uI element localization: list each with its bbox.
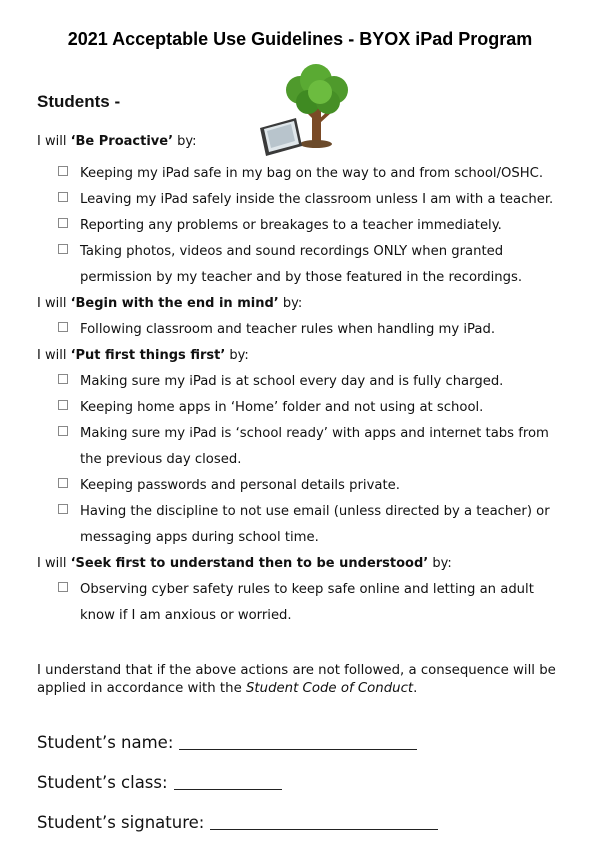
student-class-field [37, 773, 282, 792]
checkbox-bullet-icon [58, 504, 68, 514]
consequence-statement: I understand that if the above actions are not followed, a consequence will be applied in accordance with the Student Code of Conduct. [37, 663, 556, 696]
list-item: Making sure my iPad is at school every day and is fully charged. [58, 374, 578, 389]
student-name-blank[interactable] [179, 733, 417, 750]
habit-be-proactive: I will ‘Be Proactive’ by: [37, 134, 197, 149]
checkbox-bullet-icon [58, 322, 68, 332]
student-class-blank[interactable] [174, 773, 282, 790]
tree-and-ipad-illustration [258, 62, 358, 158]
student-name-field [37, 733, 417, 752]
checkbox-bullet-icon [58, 374, 68, 384]
habit-seek-first-to-understand: I will ‘Seek first to understand then to be understood’ by: [37, 556, 452, 571]
list-item: Leaving my iPad safely inside the classroom unless I am with a teacher. [58, 192, 578, 207]
section-heading: Students - [37, 92, 121, 111]
checkbox-bullet-icon [58, 166, 68, 176]
checkbox-bullet-icon [58, 400, 68, 410]
list-item: Keeping my iPad safe in my bag on the way to and from school/OSHC. [58, 166, 578, 181]
field-label: Student’s name: [37, 733, 174, 752]
student-signature-field [37, 813, 438, 832]
habit-name: ‘Put first things first’ [70, 348, 226, 363]
list-item: Following classroom and teacher rules when handling my iPad. [58, 322, 578, 337]
checkbox-bullet-icon [58, 478, 68, 488]
code-of-conduct-reference: Student Code of Conduct [245, 681, 414, 696]
student-signature-blank[interactable] [210, 813, 438, 830]
habit-name: ‘Begin with the end in mind’ [70, 296, 279, 311]
list-item: Keeping passwords and personal details private. [58, 478, 578, 493]
checkbox-bullet-icon [58, 244, 68, 254]
checkbox-bullet-icon [58, 582, 68, 592]
list-item: Reporting any problems or breakages to a teacher immediately. [58, 218, 578, 233]
habit-name: ‘Be Proactive’ [70, 134, 174, 149]
habit-name: ‘Seek first to understand then to be understood’ [70, 556, 429, 571]
checkbox-bullet-icon [58, 218, 68, 228]
checkbox-bullet-icon [58, 426, 68, 436]
field-label: Student’s class: [37, 773, 168, 792]
list-item: Observing cyber safety rules to keep safe online and letting an adult know if I am anxious or worried. [58, 582, 578, 597]
habit-put-first-things-first: I will ‘Put first things first’ by: [37, 348, 249, 363]
list-item: Having the discipline to not use email (unless directed by a teacher) or messaging apps during school time. [58, 504, 578, 519]
ipad-icon [260, 118, 302, 156]
list-item: Keeping home apps in ‘Home’ folder and not using at school. [58, 400, 578, 415]
list-item: Taking photos, videos and sound recordings ONLY when granted permission by my teacher and by those featured in the recordings. [58, 244, 578, 259]
document-title: 2021 Acceptable Use Guidelines - BYOX iPad Program [67, 29, 533, 49]
habit-begin-with-the-end-in-mind: I will ‘Begin with the end in mind’ by: [37, 296, 303, 311]
checkbox-bullet-icon [58, 192, 68, 202]
list-item: Making sure my iPad is ‘school ready’ with apps and internet tabs from the previous day closed. [58, 426, 578, 441]
field-label: Student’s signature: [37, 813, 205, 832]
